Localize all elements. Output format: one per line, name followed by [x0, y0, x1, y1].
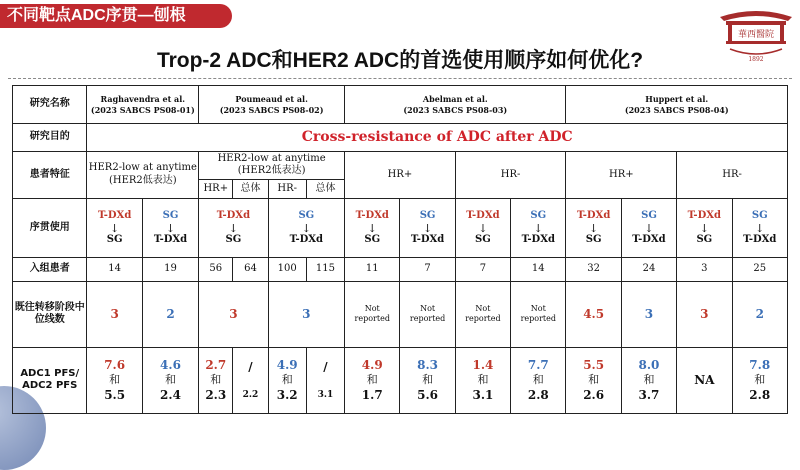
seq-bottom: T-DXd — [632, 233, 666, 245]
enrolled-cell: 7 — [455, 258, 510, 281]
lines-cell: 2 — [142, 281, 198, 347]
pfs-adc2: 2.3 — [205, 387, 227, 402]
seq-bottom: SG — [585, 233, 602, 245]
pfs-cell — [199, 347, 233, 413]
enrolled-cell: 115 — [306, 258, 344, 281]
pfs-adc2: 3.1 — [317, 389, 334, 400]
pfs-adc1: 4.6 — [160, 357, 181, 372]
pfs-adc2: 2.8 — [749, 387, 771, 402]
lines-cell: 3 — [677, 281, 732, 347]
pfs-adc1: / — [248, 359, 253, 374]
lines-not-reported — [455, 281, 510, 347]
patient-s4-hrpos: HR+ — [566, 152, 677, 199]
lines-cell: 4.5 — [566, 281, 621, 347]
study-4-ref: (2023 SABCS PS08-04) — [624, 104, 729, 115]
patient-s2-line1: HER2-low at anytime — [217, 152, 326, 164]
enrolled-cell: 19 — [142, 258, 198, 281]
down-arrow-icon: ↓ — [110, 221, 120, 235]
pfs-adc1: 2.7 — [205, 357, 227, 372]
pfs-and: 和 — [281, 373, 293, 387]
sequence-cell — [142, 198, 198, 258]
pfs-and: 和 — [164, 373, 176, 387]
patient-s2-line2: (HER2低表达) — [237, 165, 306, 177]
hospital-logo — [716, 3, 796, 65]
title-divider — [8, 78, 792, 79]
row-enrolled — [13, 258, 788, 281]
enrolled-cell: 100 — [268, 258, 306, 281]
pfs-adc1: 1.4 — [472, 357, 494, 372]
study-4-author: Huppert et al. — [645, 93, 709, 104]
sequence-cell — [268, 198, 344, 258]
sequence-cell — [199, 198, 268, 258]
patient-s3-hrpos: HR+ — [345, 152, 456, 199]
seq-bottom: SG — [106, 233, 123, 245]
patient-s2-sub: 总体 — [233, 179, 268, 198]
pfs-and: 和 — [109, 373, 121, 387]
pfs-adc2: 1.7 — [361, 387, 383, 402]
seq-top: T-DXd — [466, 210, 500, 222]
lines-not-reported — [400, 281, 455, 347]
study-2-header — [199, 86, 345, 124]
row-pfs — [13, 347, 788, 413]
pfs-adc1: 4.9 — [276, 357, 298, 372]
patient-s1-line2: (HER2低表达) — [108, 174, 177, 186]
enrolled-cell: 64 — [233, 258, 268, 281]
nr-line2: reported — [520, 314, 556, 324]
row-sequence — [13, 198, 788, 258]
pfs-adc1: 7.8 — [749, 357, 771, 372]
pfs-adc1: 8.3 — [417, 357, 439, 372]
row-header-enrolled: 入组患者 — [13, 258, 87, 281]
pfs-cell — [455, 347, 510, 413]
down-arrow-icon: ↓ — [533, 221, 543, 235]
down-arrow-icon: ↓ — [228, 221, 238, 235]
seq-top: T-DXd — [97, 210, 132, 222]
row-header-patient: 患者特征 — [13, 152, 87, 199]
lines-not-reported — [345, 281, 400, 347]
pfs-adc2: 2.8 — [527, 387, 549, 402]
pfs-adc2: 3.2 — [276, 387, 298, 402]
pfs-and: 和 — [588, 373, 600, 387]
seq-bottom: SG — [364, 233, 381, 245]
seq-bottom: T-DXd — [521, 233, 555, 245]
lines-cell: 3 — [621, 281, 676, 347]
patient-s3-hrneg: HR- — [455, 152, 566, 199]
slide-title: Trop-2 ADC和HER2 ADC的首选使用顺序如何优化? — [156, 49, 644, 72]
sequence-cell — [511, 198, 566, 258]
pfs-adc2: 2.6 — [583, 387, 605, 402]
pfs-and: 和 — [366, 373, 378, 387]
pfs-cell — [511, 347, 566, 413]
nr-line2: reported — [354, 314, 390, 324]
pfs-and: 和 — [643, 373, 655, 387]
pfs-and: 和 — [422, 373, 434, 387]
sequence-cell — [621, 198, 676, 258]
pfs-and: 和 — [532, 373, 544, 387]
down-arrow-icon: ↓ — [699, 221, 709, 235]
seq-top: SG — [298, 210, 315, 222]
study-3-author: Abelman et al. — [422, 93, 488, 104]
sequence-cell — [677, 198, 732, 258]
pfs-adc1: 8.0 — [638, 357, 660, 372]
study-3-ref: (2023 SABCS PS08-03) — [403, 104, 508, 115]
lines-not-reported — [511, 281, 566, 347]
nr-line1: Not — [364, 304, 380, 314]
down-arrow-icon: ↓ — [478, 221, 488, 235]
patient-s2-sub: HR- — [268, 179, 306, 198]
row-header-lines: 既往转移阶段中位线数 — [13, 281, 87, 347]
pfs-cell — [306, 347, 344, 413]
pfs-adc2: 5.5 — [104, 387, 126, 402]
enrolled-cell: 25 — [732, 258, 788, 281]
down-arrow-icon: ↓ — [755, 221, 765, 235]
pfs-cell — [732, 347, 788, 413]
nr-line1: Not — [475, 304, 491, 314]
pfs-cell — [677, 347, 732, 413]
enrolled-cell: 56 — [199, 258, 233, 281]
seq-bottom: SG — [475, 233, 491, 245]
pfs-cell — [233, 347, 268, 413]
patient-s2-sub: 总体 — [306, 179, 344, 198]
nr-line2: reported — [465, 314, 501, 324]
lines-cell: 3 — [268, 281, 344, 347]
lines-cell: 3 — [199, 281, 268, 347]
pfs-adc2: 2.2 — [242, 389, 259, 400]
lines-cell: 3 — [87, 281, 142, 347]
pfs-adc1: 7.7 — [527, 357, 549, 372]
row-header-name: 研究名称 — [13, 86, 87, 124]
nr-line1: Not — [530, 304, 546, 314]
patient-s1-line1: HER2-low at anytime — [88, 162, 197, 174]
logo-text: 華西醫院 — [737, 30, 775, 40]
patient-s4-hrneg: HR- — [677, 152, 788, 199]
sequence-cell — [566, 198, 621, 258]
row-header-purpose: 研究目的 — [13, 124, 87, 152]
down-arrow-icon: ↓ — [589, 221, 599, 235]
study-2-author: Poumeaud et al. — [235, 93, 308, 104]
lines-cell: 2 — [732, 281, 788, 347]
seq-top: SG — [641, 210, 657, 222]
pfs-cell — [400, 347, 455, 413]
enrolled-cell: 11 — [345, 258, 400, 281]
logo-year: 1892 — [748, 56, 764, 63]
pfs-and: 和 — [210, 373, 222, 387]
down-arrow-icon: ↓ — [301, 221, 311, 235]
pfs-cell — [268, 347, 306, 413]
sequence-cell — [732, 198, 788, 258]
nr-line1: Not — [420, 304, 436, 314]
row-study-name — [13, 86, 788, 124]
pfs-adc2: 3.7 — [638, 387, 660, 402]
pfs-adc2: 5.6 — [417, 387, 439, 402]
pfs-na: NA — [694, 372, 715, 387]
pfs-and: 和 — [754, 373, 766, 387]
enrolled-cell: 14 — [87, 258, 142, 281]
row-header-pfs: ADC1 PFS/ ADC2 PFS — [13, 347, 87, 413]
seq-top: SG — [419, 210, 436, 222]
pfs-cell — [621, 347, 676, 413]
enrolled-cell: 3 — [677, 258, 732, 281]
sequence-cell — [400, 198, 455, 258]
down-arrow-icon: ↓ — [644, 221, 654, 235]
row-purpose — [13, 124, 788, 152]
pfs-and: 和 — [477, 373, 489, 387]
seq-top: SG — [530, 210, 547, 222]
seq-top: T-DXd — [216, 210, 251, 222]
study-2-ref: (2023 SABCS PS08-02) — [219, 104, 324, 115]
section-tag: 不同靶点ADC序贯—刨根 — [0, 4, 232, 28]
pfs-adc1: 4.9 — [361, 357, 383, 372]
down-arrow-icon: ↓ — [422, 221, 433, 235]
pfs-adc1: 7.6 — [104, 357, 126, 372]
sequence-cell — [455, 198, 510, 258]
seq-bottom: T-DXd — [743, 233, 777, 245]
pfs-adc2: 3.1 — [472, 387, 494, 402]
patient-study-2 — [199, 152, 345, 180]
purpose-text: Cross-resistance of ADC after ADC — [87, 124, 788, 152]
seq-top: T-DXd — [576, 210, 611, 222]
pfs-cell — [345, 347, 400, 413]
seq-top: SG — [162, 210, 179, 222]
sequence-cell — [345, 198, 400, 258]
pfs-cell — [87, 347, 142, 413]
enrolled-cell: 7 — [400, 258, 455, 281]
enrolled-cell: 24 — [621, 258, 676, 281]
study-1-ref: (2023 SABCS PS08-01) — [90, 104, 195, 115]
enrolled-cell: 32 — [566, 258, 621, 281]
patient-s2-sub: HR+ — [199, 179, 233, 198]
sequence-cell — [87, 198, 142, 258]
seq-bottom: T-DXd — [153, 233, 188, 245]
row-header-sequence: 序贯使用 — [13, 198, 87, 258]
comparison-table — [12, 85, 788, 414]
row-patient-1 — [13, 152, 788, 180]
pfs-adc1: 5.5 — [583, 357, 605, 372]
pfs-cell — [142, 347, 198, 413]
pfs-adc1: / — [323, 359, 328, 374]
seq-top: T-DXd — [687, 210, 721, 222]
seq-bottom: SG — [225, 233, 242, 245]
seq-bottom: SG — [696, 233, 713, 245]
patient-study-1 — [87, 152, 199, 199]
seq-bottom: T-DXd — [410, 233, 445, 245]
study-1-author: Raghavendra et al. — [100, 93, 186, 104]
seq-top: T-DXd — [355, 210, 389, 222]
down-arrow-icon: ↓ — [367, 221, 377, 235]
seq-top: SG — [751, 210, 768, 222]
pfs-cell — [566, 347, 621, 413]
study-4-header — [566, 86, 788, 124]
seq-bottom: T-DXd — [289, 233, 324, 245]
study-3-header — [345, 86, 566, 124]
down-arrow-icon: ↓ — [165, 221, 176, 235]
row-lines — [13, 281, 788, 347]
nr-line2: reported — [409, 314, 446, 324]
pfs-adc2: 2.4 — [160, 387, 181, 402]
enrolled-cell: 14 — [511, 258, 566, 281]
study-1-header — [87, 86, 199, 124]
